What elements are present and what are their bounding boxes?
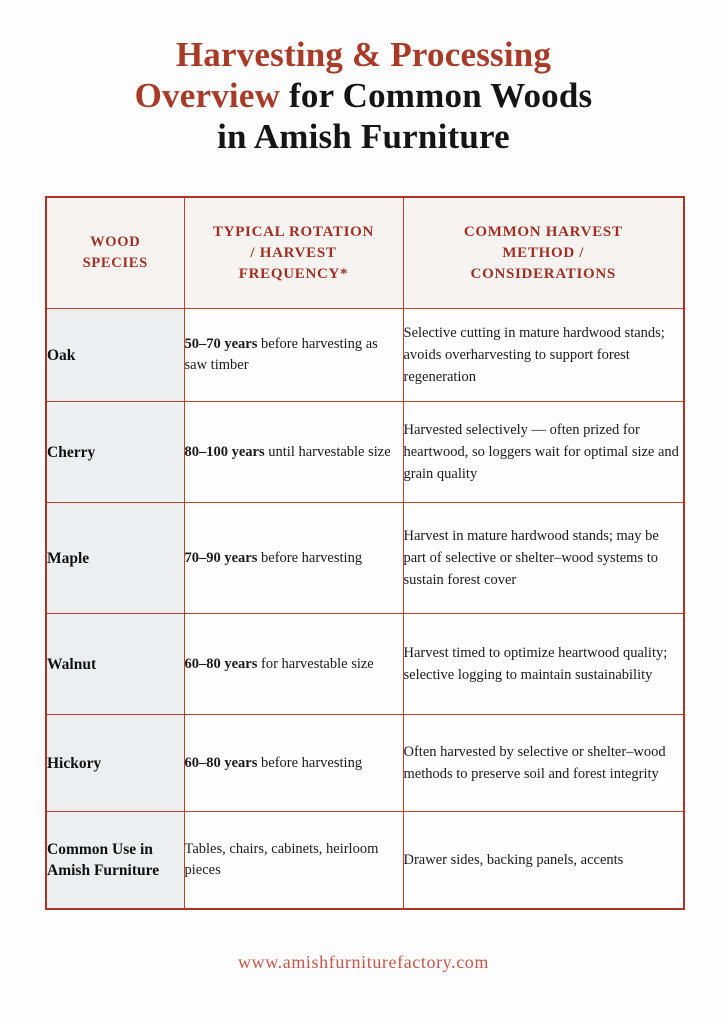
cell-rotation — [184, 402, 403, 503]
method-text: Selective cutting in mature hardwood stands; avoids overharvesting to support forest regeneration — [403, 325, 665, 385]
table-row — [46, 503, 684, 614]
title-line-2 — [36, 75, 691, 116]
title-line-2-red: Overview — [134, 76, 281, 115]
table-row — [46, 614, 684, 715]
column-header-method — [403, 197, 684, 309]
rotation-range: 70–90 years — [184, 549, 258, 566]
method-text: Drawer sides, backing panels, accents — [403, 852, 624, 868]
wood-species-table — [45, 196, 685, 910]
method-text: Harvest timed to optimize heartwood quality; selective logging to maintain sustainability — [403, 645, 668, 683]
cell-species — [46, 503, 184, 614]
species-name: Hickory — [47, 754, 102, 772]
rotation-detail: Tables, chairs, cabinets, heirloom pieces — [184, 841, 379, 878]
wood-species-table-wrapper — [45, 196, 683, 910]
rotation-detail: before harvesting — [257, 549, 363, 566]
column-header-method-line-2: METHOD / — [502, 244, 585, 261]
table-body — [46, 309, 684, 910]
cell-method — [403, 614, 684, 715]
title-line-1-red: Harvesting & Processing — [175, 35, 552, 74]
cell-rotation — [184, 715, 403, 812]
column-header-wood-species-line-1: WOOD — [90, 234, 141, 250]
column-header-rotation-line-3: FREQUENCY* — [238, 265, 349, 282]
title-line-3-black: in Amish Furniture — [217, 117, 510, 156]
column-header-wood-species-line-2: SPECIES — [82, 255, 148, 271]
method-text: Harvested selectively — often prized for heartwood, so loggers wait for optimal size and grain quality — [403, 422, 679, 482]
cell-method — [403, 812, 684, 910]
table-row — [46, 812, 684, 910]
rotation-detail: before harvesting as saw timber — [184, 336, 378, 373]
cell-method — [403, 309, 684, 402]
cell-species — [46, 614, 184, 715]
rotation-detail: until harvestable size — [264, 443, 391, 460]
cell-rotation — [184, 614, 403, 715]
cell-species — [46, 309, 184, 402]
cell-method — [403, 402, 684, 503]
cell-rotation — [184, 812, 403, 910]
column-header-rotation — [184, 197, 403, 309]
rotation-detail: before harvesting — [257, 754, 363, 771]
species-name: Oak — [47, 346, 76, 364]
cell-rotation — [184, 309, 403, 402]
rotation-range: 60–80 years — [184, 754, 258, 771]
table-header — [46, 197, 684, 309]
method-text: Harvest in mature hardwood stands; may be part of selective or shelter–wood systems to sustain forest cover — [403, 528, 659, 588]
cell-rotation — [184, 503, 403, 614]
species-name: Cherry — [47, 443, 96, 461]
column-header-rotation-line-2: / HARVEST — [250, 244, 337, 261]
species-name: Common Use in Amish Furniture — [47, 841, 160, 879]
website-url[interactable]: www.amishfurniturefactory.com — [238, 952, 489, 972]
cell-species — [46, 812, 184, 910]
page-title — [0, 0, 727, 157]
cell-species — [46, 715, 184, 812]
method-text: Often harvested by selective or shelter–wood methods to preserve soil and forest integrity — [403, 744, 666, 782]
cell-method — [403, 503, 684, 614]
title-line-1 — [36, 34, 691, 75]
table-row — [46, 309, 684, 402]
species-name: Maple — [47, 549, 90, 567]
footer — [0, 952, 727, 973]
rotation-range: 80–100 years — [184, 443, 265, 460]
rotation-range: 60–80 years — [184, 655, 258, 672]
cell-method — [403, 715, 684, 812]
table-header-row — [46, 197, 684, 309]
column-header-rotation-line-1: TYPICAL ROTATION — [212, 223, 375, 240]
column-header-method-line-1: COMMON HARVEST — [463, 223, 623, 240]
title-line-3 — [36, 116, 691, 157]
table-row — [46, 715, 684, 812]
table-row — [46, 402, 684, 503]
rotation-range: 50–70 years — [184, 336, 258, 352]
cell-species — [46, 402, 184, 503]
column-header-wood-species — [46, 197, 184, 309]
species-name: Walnut — [47, 655, 97, 673]
column-header-method-line-3: CONSIDERATIONS — [470, 265, 616, 282]
title-line-2-black: for Common Woods — [280, 76, 593, 115]
rotation-detail: for harvestable size — [257, 655, 374, 672]
